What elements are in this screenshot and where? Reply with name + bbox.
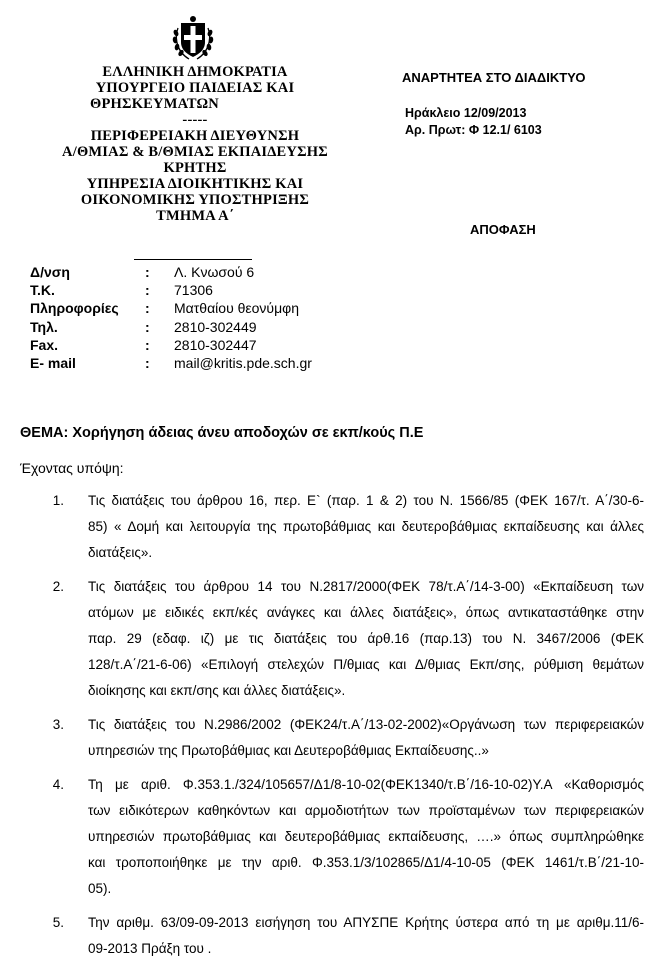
header-line: Α/ΘΜΙΑΣ & Β/ΘΜΙΑΣ ΕΚΠΑΙΔΕΥΣΗΣ	[62, 144, 328, 160]
protocol-number: Αρ. Πρωτ: Φ 12.1/ 6103	[405, 123, 542, 137]
contact-separator: :	[145, 336, 150, 353]
text-line: Τις διατάξεις του άρθρου 16, περ. Ε` (παρ. 1 & 2) του Ν. 1566/85 (ΦΕΚ 167/τ. Α΄/30-6-	[88, 493, 644, 508]
text-line: των ειδικότερων καθηκόντων και αρμοδιοτήτων των προϊσταμένων των περιφερειακών	[88, 803, 644, 818]
contact-row-fax	[30, 336, 312, 354]
contact-label: Τ.Κ.	[30, 282, 55, 299]
greek-emblem-icon	[171, 14, 215, 62]
contact-row-address	[30, 263, 312, 281]
contact-separator: :	[145, 318, 150, 335]
list-item	[20, 488, 644, 566]
contact-row-phone	[30, 318, 312, 336]
text-line: Τις διατάξεις του άρθρου 14 του Ν.2817/2000(ΦΕΚ 78/τ.Α΄/14-3-00) «Εκπαίδευση των	[88, 579, 644, 594]
list-item	[20, 910, 644, 962]
posting-notice: ΑΝΑΡΤΗΤΕΑ ΣΤΟ ΔΙΑΔΙΚΤΥΟ	[402, 70, 586, 85]
header-line: ΟΙΚΟΝΟΜΙΚΗΣ ΥΠΟΣΤΗΡΙΞΗΣ	[80, 192, 310, 208]
contact-row-postcode	[30, 281, 312, 299]
list-item-number: 1.	[52, 493, 64, 508]
header-line: ΥΠΗΡΕΣΙΑ ΔΙΟΙΚΗΤΙΚΗΣ ΚΑΙ	[86, 176, 304, 192]
contact-row-info	[30, 299, 312, 317]
contact-row-email	[30, 354, 312, 372]
list-item-number: 5.	[52, 915, 64, 930]
header-line: ΘΡΗΣΚΕΥΜΑΤΩΝ	[90, 96, 219, 112]
list-item-text	[88, 712, 644, 764]
text-line: υπηρεσιών της Πρωτοβάθμιας και Δευτεροβάθμιας Εκπαίδευσης..»	[88, 743, 489, 758]
contact-separator: :	[145, 300, 150, 317]
contact-value: 71306	[174, 282, 213, 299]
text-line: ατόμων με ειδικές εκπ/κές ανάγκες και άλλες διατάξεις», όπως αντικαταστάθηκε στην	[88, 605, 644, 620]
subject-line: ΘΕΜΑ: Χορήγηση άδειας άνευ αποδοχών σε εκπ/κούς Π.Ε	[20, 425, 424, 441]
considerations-intro: Έχοντας υπόψη:	[20, 460, 124, 476]
contact-label: Πληροφορίες	[30, 300, 119, 317]
contact-separator: :	[145, 355, 150, 372]
list-item	[20, 574, 644, 704]
text-line: παρ. 29 (εδαφ. ιζ) με τις διατάξεις του άρθ.16 (παρ.13) του Ν. 3467/2006 (ΦΕΚ	[88, 631, 644, 646]
header-line: ΠΕΡΙΦΕΡΕΙΑΚΗ ΔΙΕΥΘΥΝΣΗ	[90, 128, 300, 144]
contact-label: Τηλ.	[30, 318, 58, 335]
text-line: 128/τ.Α΄/21-6-06) «Επιλογή στελεχών Π/θμιας και Δ/θμιας Εκπ/σης, ρύθμιση θεμάτων	[88, 657, 644, 672]
contact-value: 2810-302449	[174, 318, 257, 335]
document-type: ΑΠΟΦΑΣΗ	[470, 222, 536, 237]
text-line: διοίκησης και εκπ/σης και άλλες διατάξεις».	[88, 683, 346, 698]
contact-separator: :	[145, 264, 150, 280]
text-line: υπηρεσιών πρωτοβάθμιας και δευτεροβάθμιας εκπαίδευσης, ….» όπως συμπληρώθηκε	[88, 829, 644, 844]
issuing-authority-header	[40, 64, 350, 224]
list-item-number: 2.	[52, 579, 64, 594]
header-line: ΕΛΛΗΝΙΚΗ ΔΗΜΟΚΡΑΤΙΑ	[102, 64, 288, 80]
text-line: 09-2013 Πράξη του .	[88, 941, 212, 956]
contact-details	[30, 263, 312, 372]
text-line: Τη με αριθ. Φ.353.1./324/105657/Δ1/8-10-02(ΦΕΚ1340/τ.Β΄/16-10-02)Υ.Α «Καθορισμός	[88, 777, 644, 792]
contact-label: Fax.	[30, 336, 59, 353]
contact-label: Δ/νση	[30, 264, 70, 280]
text-line: και τροποποιήθηκε με την αριθ. Φ.353.1/3/102865/Δ1/4-10-05 (ΦΕΚ 1461/τ.Β΄/21-10-	[88, 855, 644, 870]
list-item	[20, 712, 644, 764]
list-item-text	[88, 772, 644, 902]
contact-separator: :	[145, 282, 150, 299]
header-separator: -----	[182, 112, 208, 128]
list-item-text	[88, 488, 644, 566]
text-line: 85) « Δομή και λειτουργία της πρωτοβάθμιας και δευτεροβάθμιας εκπαίδευσης και άλλες	[88, 519, 644, 534]
text-line: Τις διατάξεις του Ν.2986/2002 (ΦΕΚ24/τ.Α΄/13-02-2002)«Οργάνωση των περιφερειακών	[88, 717, 644, 732]
header-line: ΥΠΟΥΡΓΕΙΟ ΠΑΙΔΕΙΑΣ ΚΑΙ	[95, 80, 295, 96]
place-date: Ηράκλειο 12/09/2013	[405, 106, 527, 120]
list-item-text	[88, 574, 644, 704]
considerations-list	[20, 488, 644, 970]
header-line: ΚΡΗΤΗΣ	[163, 160, 227, 176]
contact-value: Ματθαίου θεονύμφη	[174, 300, 300, 317]
contact-value: 2810-302447	[174, 336, 257, 353]
text-line: Την αριθμ. 63/09-09-2013 εισήγηση του ΑΠΥΣΠΕ Κρήτης ύστερα από τη με αριθμ.11/6-	[88, 915, 644, 930]
contact-value: Λ. Κνωσού 6	[174, 264, 255, 280]
contact-label: E- mail	[30, 355, 76, 372]
text-line: διατάξεις».	[88, 545, 153, 560]
list-item-text	[88, 910, 644, 962]
text-line: 05).	[88, 881, 112, 896]
list-item-number: 3.	[52, 717, 64, 732]
contact-email-link[interactable]: mail@kritis.pde.sch.gr	[174, 355, 312, 372]
list-item	[20, 772, 644, 902]
list-item-number: 4.	[52, 777, 64, 792]
header-divider	[134, 259, 252, 260]
header-line: ΤΜΗΜΑ Α΄	[156, 208, 234, 224]
